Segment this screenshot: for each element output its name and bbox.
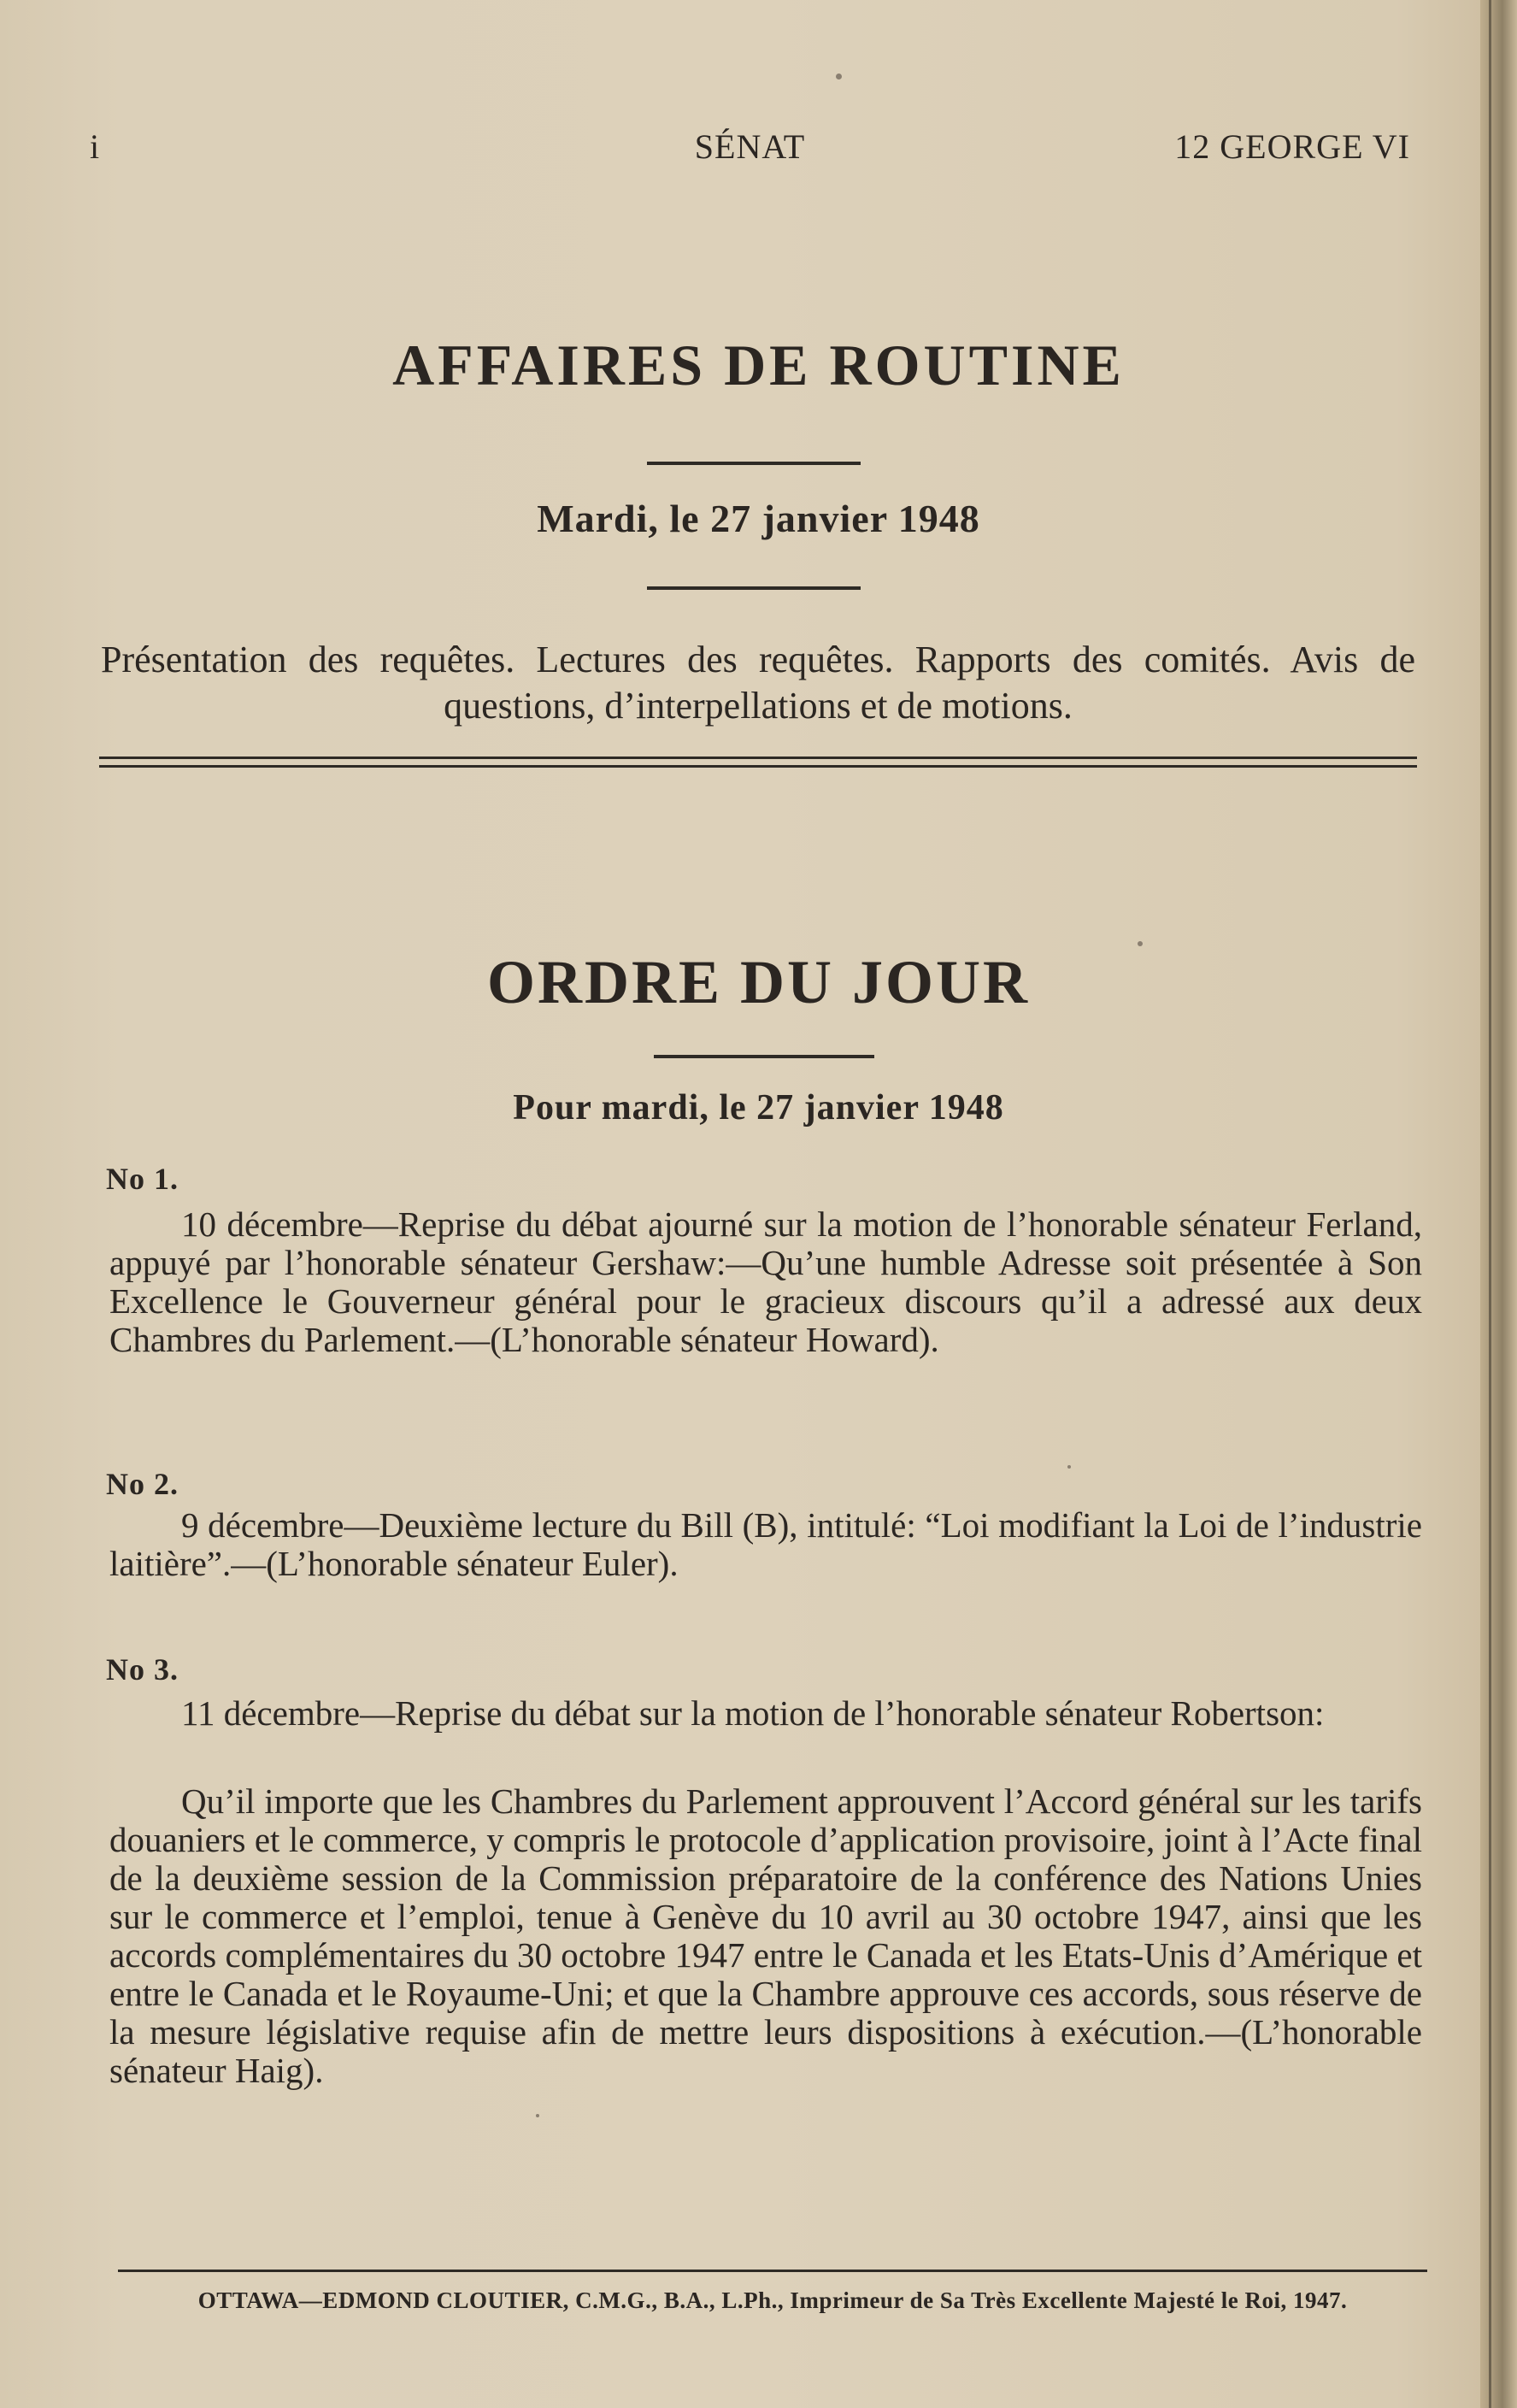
title-rule	[647, 462, 861, 465]
paper-speck	[836, 74, 842, 79]
page-number: i	[90, 127, 101, 166]
section-double-rule-bottom	[99, 765, 1417, 768]
item-paragraph: Qu’il importe que les Chambres du Parlement approuvent l’Accord général sur les tarifs douaniers et le commerce, y compris le protocole d’application provisoire, joint à l’Acte final de la deuxième session de la Commission préparatoire de la conférence des Nations Unies sur le commerce et l’emploi, tenue à Genève du 10 avril au 30 octobre 1947, ainsi que les accords complémentaires du 30 octobre 1947 entre le Canada et les Etats-Unis d’Amérique et entre le Canada et le Royaume-Uni; et que la Chambre approuve ces accords, sous réserve de la mesure législative requise afin de mettre leurs dispositions à exécution.—(L’honorable sénateur Haig).	[109, 1781, 1422, 2090]
running-head-title: SÉNAT	[694, 127, 806, 166]
ordre-title: ORDRE DU JOUR	[486, 948, 1030, 1016]
running-head	[90, 127, 1410, 169]
item-paragraph: 9 décembre—Deuxième lecture du Bill (B), intitulé: “Loi modifiant la Loi de l’industrie laitière”.—(L’honorable sénateur Euler).	[109, 1505, 1422, 1583]
ordre-date: Pour mardi, le 27 janvier 1948	[513, 1088, 1004, 1127]
item-number: No 3.	[106, 1652, 179, 1687]
running-head-regnal-year: 12 GEORGE VI	[1174, 127, 1410, 166]
routine-items: Présentation des requêtes. Lectures des requêtes. Rapports des comités. Avis de questions, d’interpellations et de motions.	[101, 639, 1415, 727]
item-paragraph: 11 décembre—Reprise du débat sur la motion de l’honorable sénateur Robertson:	[181, 1693, 1325, 1733]
printer-imprint: OTTAWA—EDMOND CLOUTIER, C.M.G., B.A., L.Ph., Imprimeur de Sa Très Excellente Majesté le Roi, 1947.	[197, 2287, 1348, 2313]
paper-speck	[1067, 1465, 1071, 1469]
paper-speck	[1138, 941, 1143, 946]
paper-speck	[536, 2114, 539, 2117]
routine-date: Mardi, le 27 janvier 1948	[537, 497, 980, 540]
date-rule	[647, 586, 861, 590]
item-number: No 2.	[106, 1467, 179, 1501]
routine-title: AFFAIRES DE ROUTINE	[392, 333, 1125, 397]
footer-rule	[118, 2270, 1427, 2272]
item-number: No 1.	[106, 1162, 179, 1196]
section-double-rule-top	[99, 757, 1417, 759]
ordre-title-rule	[654, 1055, 874, 1058]
item-paragraph: 10 décembre—Reprise du débat ajourné sur la motion de l’honorable sénateur Ferland, appuyé par l’honorable sénateur Gershaw:—Qu’une humble Adresse soit présentée à Son Excellence le Gouverneur général pour le gracieux discours qu’il a adressé aux deux Chambres du Parlement.—(L’honorable sénateur Howard).	[109, 1204, 1422, 1359]
